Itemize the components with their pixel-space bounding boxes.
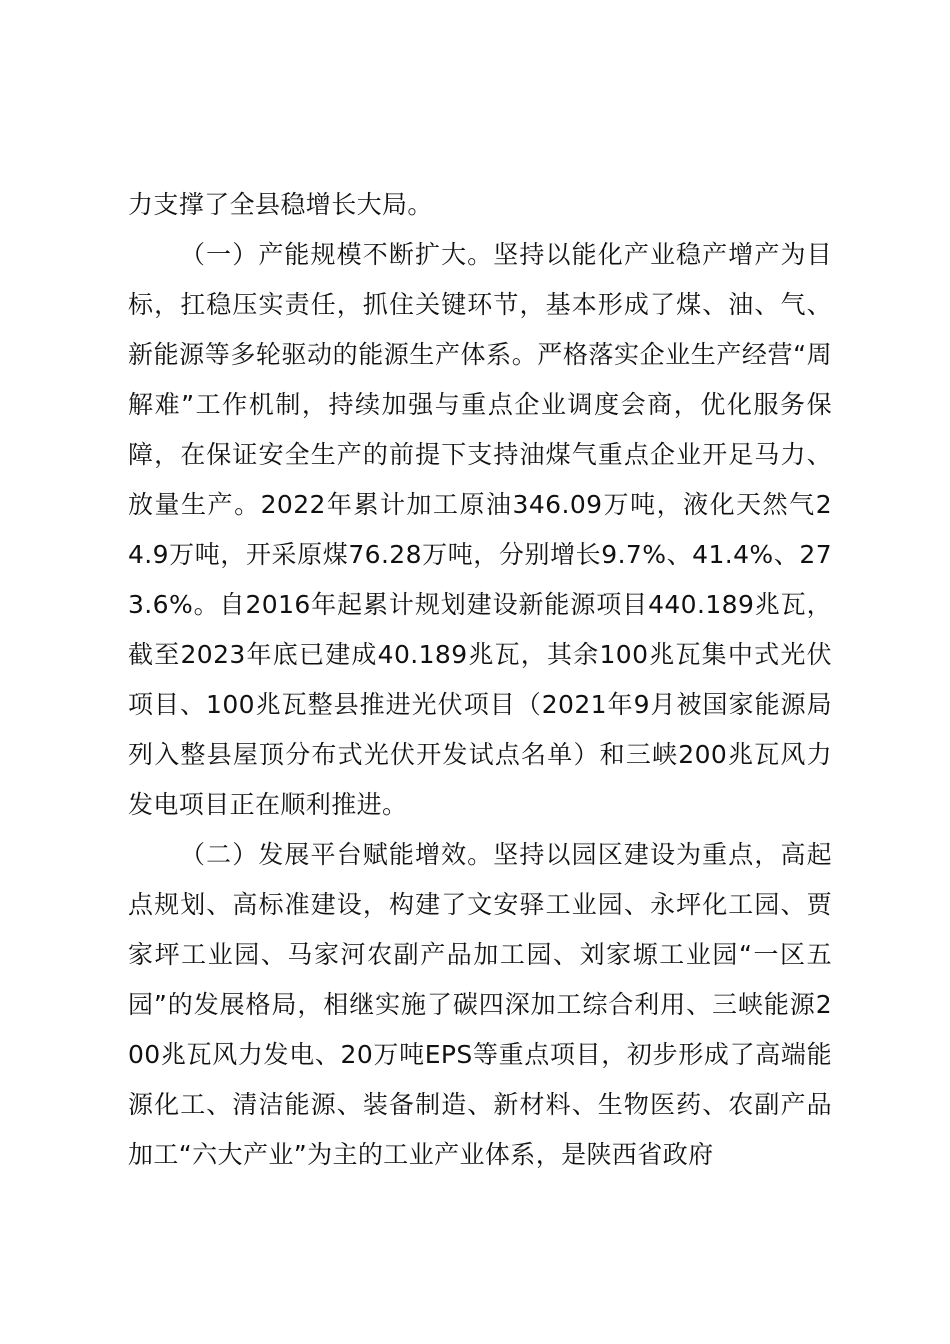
document-body: [128, 180, 832, 1180]
paragraph-development-platform: （二）发展平台赋能增效。坚持以园区建设为重点，高起点规划、高标准建设，构建了文安驿工业园、永坪化工园、贾家坪工业园、马家河农副产品加工园、刘家塬工业园“一区五园”的发展格局，相继实施了碳四深加工综合利用、三峡能源200兆瓦风力发电、20万吨EPS等重点项目，初步形成了高端能源化工、清洁能源、装备制造、新材料、生物医药、农副产品加工“六大产业”为主的工业产业体系，是陕西省政府: [128, 840, 832, 1169]
paragraph-continuation: 力支撑了全县稳增长大局。: [128, 190, 433, 219]
paragraph-capacity-scale: （一）产能规模不断扩大。坚持以能化产业稳产增产为目标，扛稳压实责任，抓住关键环节，基本形成了煤、油、气、新能源等多轮驱动的能源生产体系。严格落实企业生产经营“周解难”工作机制，持续加强与重点企业调度会商，优化服务保障，在保证安全生产的前提下支持油煤气重点企业开足马力、放量生产。2022年累计加工原油346.09万吨，液化天然气24.9万吨，开采原煤76.28万吨，分别增长9.7%、41.4%、273.6%。自2016年起累计规划建设新能源项目440.189兆瓦，截至2023年底已建成40.189兆瓦，其余100兆瓦集中式光伏项目、100兆瓦整县推进光伏项目（2021年9月被国家能源局列入整县屋顶分布式光伏开发试点名单）和三峡200兆瓦风力发电项目正在顺利推进。: [128, 240, 832, 819]
